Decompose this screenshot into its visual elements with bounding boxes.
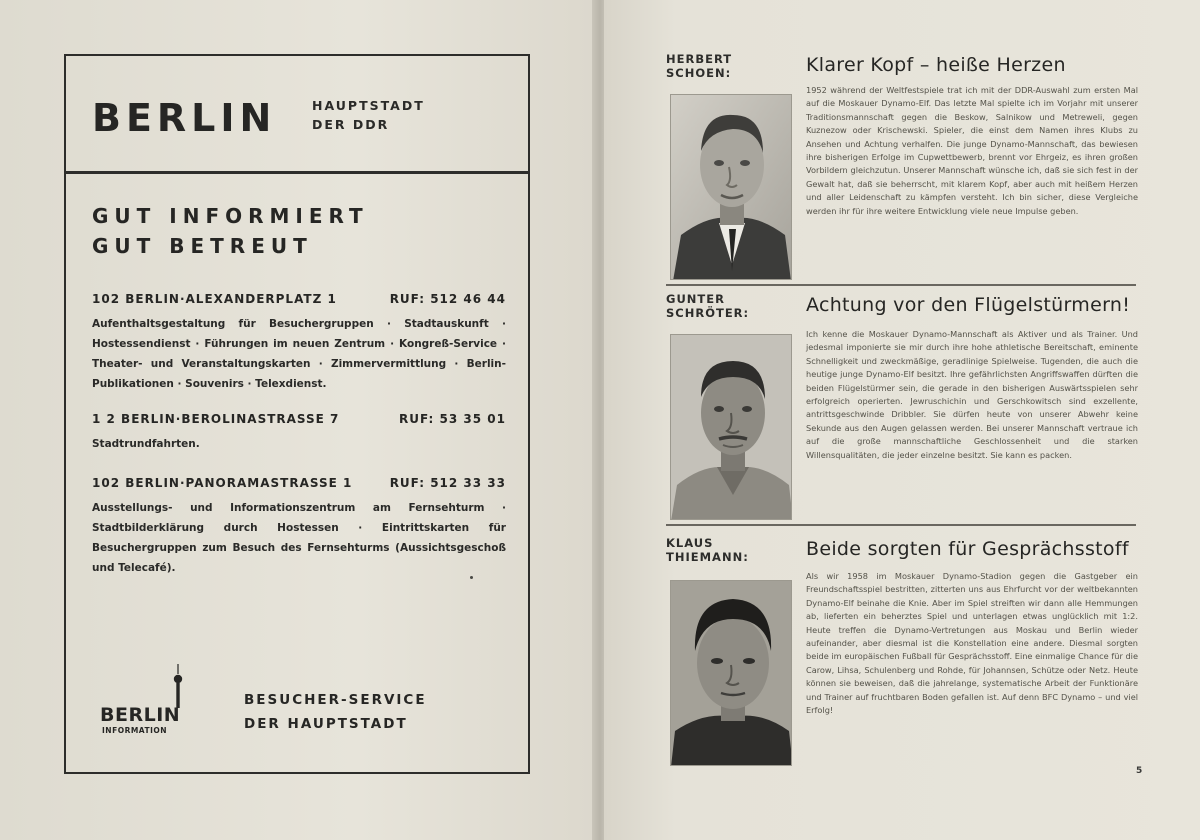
ink-speck <box>470 576 473 579</box>
location-block <box>92 412 506 454</box>
portrait-image <box>671 581 792 766</box>
location-description: Aufenthaltsgestaltung für Besuchergruppen · Stadtauskunft · Hostessendienst · Führungen im neuen Zentrum · Kongreß-Service · Theater- und Veranstaltungskarten · Zimmervermittlung · Berlin-Publikationen · Souvenirs · Telexdienst. <box>92 318 506 390</box>
service-line-2: DER HAUPTSTADT <box>244 716 408 732</box>
portrait-photo <box>670 580 792 766</box>
address-line <box>92 292 506 306</box>
section-divider <box>666 524 1136 526</box>
address-line <box>92 412 506 426</box>
section-divider <box>666 284 1136 286</box>
portrait-photo <box>670 94 792 280</box>
address-line <box>92 476 506 490</box>
slogan-line-1: GUT INFORMIERT <box>92 204 369 228</box>
berlin-subtitle <box>312 96 425 134</box>
phone-number: RUF: 512 46 44 <box>389 292 506 306</box>
address: 102 BERLIN·PANORAMASTRASSE 1 <box>92 476 353 490</box>
berlin-title: BERLIN <box>92 96 277 140</box>
phone-number: RUF: 53 35 01 <box>399 412 506 426</box>
location-description: Ausstellungs- und Informationszentrum am Fernsehturm · Stadtbilderklärung durch Hostessen · Eintrittskarten für Besuchergruppen zum Besuch des Fernsehturms (Aussichtsgeschoß und Telecafé). <box>92 502 506 574</box>
slogan-line-2: GUT BETREUT <box>92 234 313 258</box>
right-page <box>604 0 1200 840</box>
location-block <box>92 292 506 394</box>
address: 1 2 BERLIN·BEROLINASTRASSE 7 <box>92 412 340 426</box>
article-body: 1952 während der Weltfestspiele trat ich mit der DDR-Auswahl zum ersten Mal auf die Moskauer Dynamo-Elf. Das letzte Mal spielte ich im Vorjahr mit unserer Traditionsmannschaft gegen die Beskow, Salnikow und Metreweli, gegen Kuznezow oder Krischewski. Spieler, die einst dem Namen ihres Klubs zu Ansehen und Achtung verhalfen. Die junge Dynamo-Mannschaft, das bewiesen ihre bisherigen Erfolge im Cupwettbewerb, brennt vor Ehrgeiz, es ihren großen Vorbildern gleichzutun. Unserer Mannschaft wünsche ich, daß sie sich fest in der Gewalt hat, daß sie beherrscht, mit klarem Kopf, aber auch mit heißem Herzen und aller Leidenschaft zu kämpfen versteht. Ich bin sicher, diese Vergleiche werden ihr für ihre weitere Entwicklung viele neue Impulse geben. <box>806 85 1138 216</box>
article-section <box>666 292 1138 524</box>
author-name <box>666 292 750 320</box>
advertisement-box <box>64 54 530 774</box>
logo-subtext: INFORMATION <box>102 726 168 735</box>
location-block <box>92 476 506 578</box>
portrait-image <box>671 95 792 280</box>
author-name <box>666 52 746 80</box>
ad-header <box>66 56 528 174</box>
author-last-name: SCHOEN: <box>666 66 732 80</box>
berlin-information-logo <box>96 664 206 744</box>
left-page <box>0 0 596 840</box>
article-headline: Klarer Kopf – heiße Herzen <box>806 54 1066 76</box>
author-first-name: HERBERT <box>666 52 733 66</box>
logo-text: BERLIN <box>100 704 181 726</box>
portrait-photo <box>670 334 792 520</box>
author-first-name: GUNTER <box>666 292 725 306</box>
portrait-image <box>671 335 792 520</box>
tv-tower-icon <box>172 664 184 708</box>
service-tagline <box>244 688 427 736</box>
article-section <box>666 536 1138 776</box>
location-description: Stadtrundfahrten. <box>92 438 200 450</box>
service-line-1: BESUCHER-SERVICE <box>244 692 427 708</box>
address: 102 BERLIN·ALEXANDERPLATZ 1 <box>92 292 337 306</box>
author-first-name: KLAUS <box>666 536 714 550</box>
article-body: Ich kenne die Moskauer Dynamo-Mannschaft als Aktiver und als Trainer. Und jedesmal imponierte sie mir durch ihre hohe athletische Bereitschaft, eminente Schnelligkeit und zweckmäßige, geradlinige Spielweise. Tugenden, die auch die heutige junge Dynamo-Elf besitzt. Ihre gefährlichsten Angriffswaffen dürften die beiden Flügelstürmer sein, die gerade in den bisherigen Auswärtsspielen sehr erfolgreich operierten. Jewruschichin und Gerschkowitsch sind exzellente, antrittsgeschwinde Dribbler. Sie dürfen heute von unserer Abwehr keine Sekunde aus den Augen gelassen werden. Bei unserer Mannschaft vertraue ich auf die große mannschaftliche Geschlossenheit und die starken Willensqualitäten, die jeder einzelne besitzt. Sie kann es packen. <box>806 329 1138 460</box>
subtitle-line-2: DER DDR <box>312 117 390 132</box>
article-body: Als wir 1958 im Moskauer Dynamo-Stadion gegen die Gastgeber ein Freundschaftsspiel bestritten, zitterten uns aus Ehrfurcht vor der weltbekannten Dynamo-Elf beinahe die Knie. Aber im Spiel streiften wir dann alle Hemmungen ab, lieferten ein beherztes Spiel und unterlagen etwas unglücklich mit 1:2. Heute treffen die Dynamo-Vertretungen aus Moskau und Berlin wieder aufeinander, aber diesmal ist die Konstellation eine andere. Diesmal sorgten beide im europäischen Fußball für Gesprächsstoff. Eine einmalige Chance für die Carow, Lihsa, Schulenberg und Rohde, für Johannsen, Schütze oder Netz. Heute können sie beweisen, daß die jahrelange, systematische Arbeit der Funktionäre und Trainer auf fruchtbaren Boden gefallen ist. Auf denn BFC Dynamo – und viel Erfolg! <box>806 571 1138 716</box>
phone-number: RUF: 512 33 33 <box>389 476 506 490</box>
author-name <box>666 536 749 564</box>
article-headline: Beide sorgten für Gesprächsstoff <box>806 538 1129 560</box>
page-number: 5 <box>1136 766 1143 776</box>
subtitle-line-1: HAUPTSTADT <box>312 98 425 113</box>
article-section <box>666 52 1138 284</box>
author-last-name: THIEMANN: <box>666 550 749 564</box>
author-last-name: SCHRÖTER: <box>666 306 750 320</box>
article-headline: Achtung vor den Flügelstürmern! <box>806 294 1131 316</box>
